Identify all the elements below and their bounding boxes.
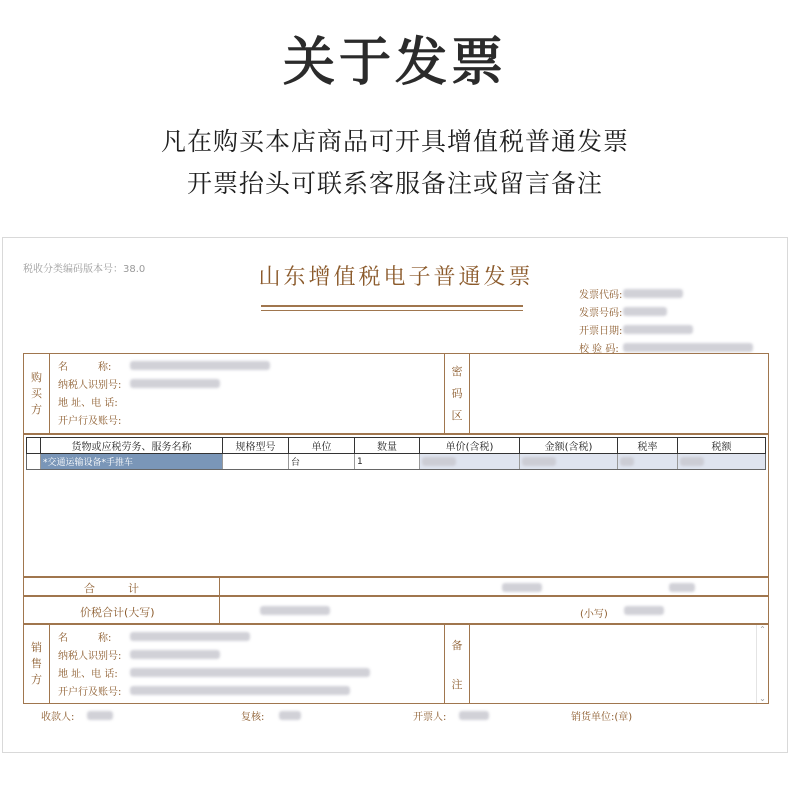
header-unit: 单位 xyxy=(289,438,355,453)
blurred-value xyxy=(130,632,250,641)
invoice-notice-line-1: 凡在购买本店商品可开具增值税普通发票 xyxy=(160,127,629,156)
blurred-value xyxy=(87,711,113,720)
meta-label-number: 发票号码: xyxy=(579,307,623,319)
cipher-area-label: 密码区 xyxy=(444,354,470,433)
seller-section xyxy=(23,624,769,704)
divider xyxy=(219,578,220,595)
blurred-value xyxy=(620,457,634,466)
seller-address-row xyxy=(58,663,438,681)
divider xyxy=(219,597,220,623)
remark-scrollbar[interactable] xyxy=(756,625,768,703)
header-unit-price: 单价(含税) xyxy=(420,438,520,453)
header-tax-rate: 税率 xyxy=(618,438,678,453)
seller-side-label: 销售方 xyxy=(24,625,50,703)
page-title: 关于发票 xyxy=(282,33,507,93)
seller-fields xyxy=(58,627,438,699)
code-version-label: 税收分类编码版本号：38.0 xyxy=(23,264,146,275)
buyer-taxid-label: 纳税人识别号: xyxy=(58,379,122,391)
meta-label-check: 校 验 码: xyxy=(579,343,619,355)
remark-label-bottom: 注 xyxy=(451,677,463,691)
blurred-value xyxy=(130,361,270,370)
capital-total-row xyxy=(23,596,769,624)
seller-name-label: 名 称: xyxy=(58,632,112,644)
header-spacer xyxy=(27,438,41,453)
table-row[interactable] xyxy=(26,454,766,470)
remark-label-top: 备 xyxy=(451,638,463,652)
item-qty-cell[interactable]: 1 xyxy=(355,454,420,469)
meta-label-date: 开票日期: xyxy=(579,325,623,337)
small-label: (小写) xyxy=(580,609,608,620)
blurred-value xyxy=(623,307,667,316)
blurred-value xyxy=(624,606,664,615)
header-spec: 规格型号 xyxy=(223,438,289,453)
buyer-side-label: 购买方 xyxy=(24,354,50,433)
buyer-address-row xyxy=(58,392,438,410)
item-tax-rate-cell[interactable] xyxy=(618,454,678,469)
item-name-cell[interactable]: *交通运输设备*手推车 xyxy=(41,454,223,469)
item-unit-cell[interactable]: 台 xyxy=(289,454,355,469)
buyer-taxid-row xyxy=(58,374,438,392)
buyer-name-row xyxy=(58,356,438,374)
meta-row-number xyxy=(579,302,779,320)
blurred-value xyxy=(422,457,456,466)
meta-row-code xyxy=(579,284,779,302)
buyer-name-label: 名 称: xyxy=(58,361,112,373)
row-spacer xyxy=(27,454,41,469)
issuer-label: 开票人: xyxy=(413,712,447,723)
invoice-document xyxy=(2,237,788,753)
item-unit-price-cell[interactable] xyxy=(420,454,520,469)
item-spec-cell[interactable] xyxy=(223,454,289,469)
blurred-value xyxy=(459,711,489,720)
reviewer-label: 复核: xyxy=(241,712,265,723)
buyer-section xyxy=(23,353,769,434)
total-row xyxy=(23,577,769,596)
invoice-title: 山东增值税电子普通发票 xyxy=(258,265,534,290)
meta-label-code: 发票代码: xyxy=(579,289,623,301)
buyer-bank-row xyxy=(58,410,438,428)
seller-unit-label: 销货单位:(章) xyxy=(571,712,633,723)
blurred-value xyxy=(623,325,693,334)
blurred-value xyxy=(279,711,301,720)
title-underline-thin xyxy=(261,310,523,311)
remark-area-label xyxy=(444,625,470,703)
seller-taxid-label: 纳税人识别号: xyxy=(58,650,122,662)
invoice-notice-line-2: 开票抬头可联系客服备注或留言备注 xyxy=(186,169,603,198)
blurred-value xyxy=(130,668,370,677)
scroll-up-icon[interactable]: ⌃ xyxy=(759,625,766,634)
seller-name-row xyxy=(58,627,438,645)
seller-bank-row xyxy=(58,681,438,699)
item-tax-amount-cell[interactable] xyxy=(678,454,765,469)
items-section xyxy=(23,434,769,577)
buyer-address-label: 地 址、电 话: xyxy=(58,397,118,409)
invoice-meta xyxy=(579,284,779,356)
blurred-value xyxy=(669,583,695,592)
blurred-value xyxy=(623,289,683,298)
items-table-header xyxy=(26,437,766,454)
buyer-bank-label: 开户行及账号: xyxy=(58,415,122,427)
blurred-value xyxy=(623,343,753,352)
header-tax-amount: 税额 xyxy=(711,442,732,453)
header-amount: 金额(含税) xyxy=(520,438,618,453)
capital-label: 价税合计(大写) xyxy=(80,606,155,619)
header-qty: 数量 xyxy=(355,438,420,453)
item-amount-cell[interactable] xyxy=(520,454,618,469)
blurred-value xyxy=(130,650,220,659)
buyer-fields xyxy=(58,356,438,428)
blurred-value xyxy=(502,583,542,592)
invoice-footer xyxy=(23,708,769,724)
blurred-value xyxy=(260,606,330,615)
seller-taxid-row xyxy=(58,645,438,663)
header-item-name: 货物或应税劳务、服务名称 xyxy=(41,438,223,453)
title-underline xyxy=(261,305,523,307)
payee-label: 收款人: xyxy=(41,712,75,723)
meta-row-date xyxy=(579,320,779,338)
blurred-value xyxy=(130,686,350,695)
blurred-value xyxy=(130,379,220,388)
blurred-value xyxy=(680,457,704,466)
seller-address-label: 地 址、电 话: xyxy=(58,668,118,680)
seller-bank-label: 开户行及账号: xyxy=(58,686,122,698)
scroll-down-icon[interactable]: ⌄ xyxy=(759,694,766,703)
total-label: 合 计 xyxy=(84,582,139,595)
blurred-value xyxy=(522,457,556,466)
